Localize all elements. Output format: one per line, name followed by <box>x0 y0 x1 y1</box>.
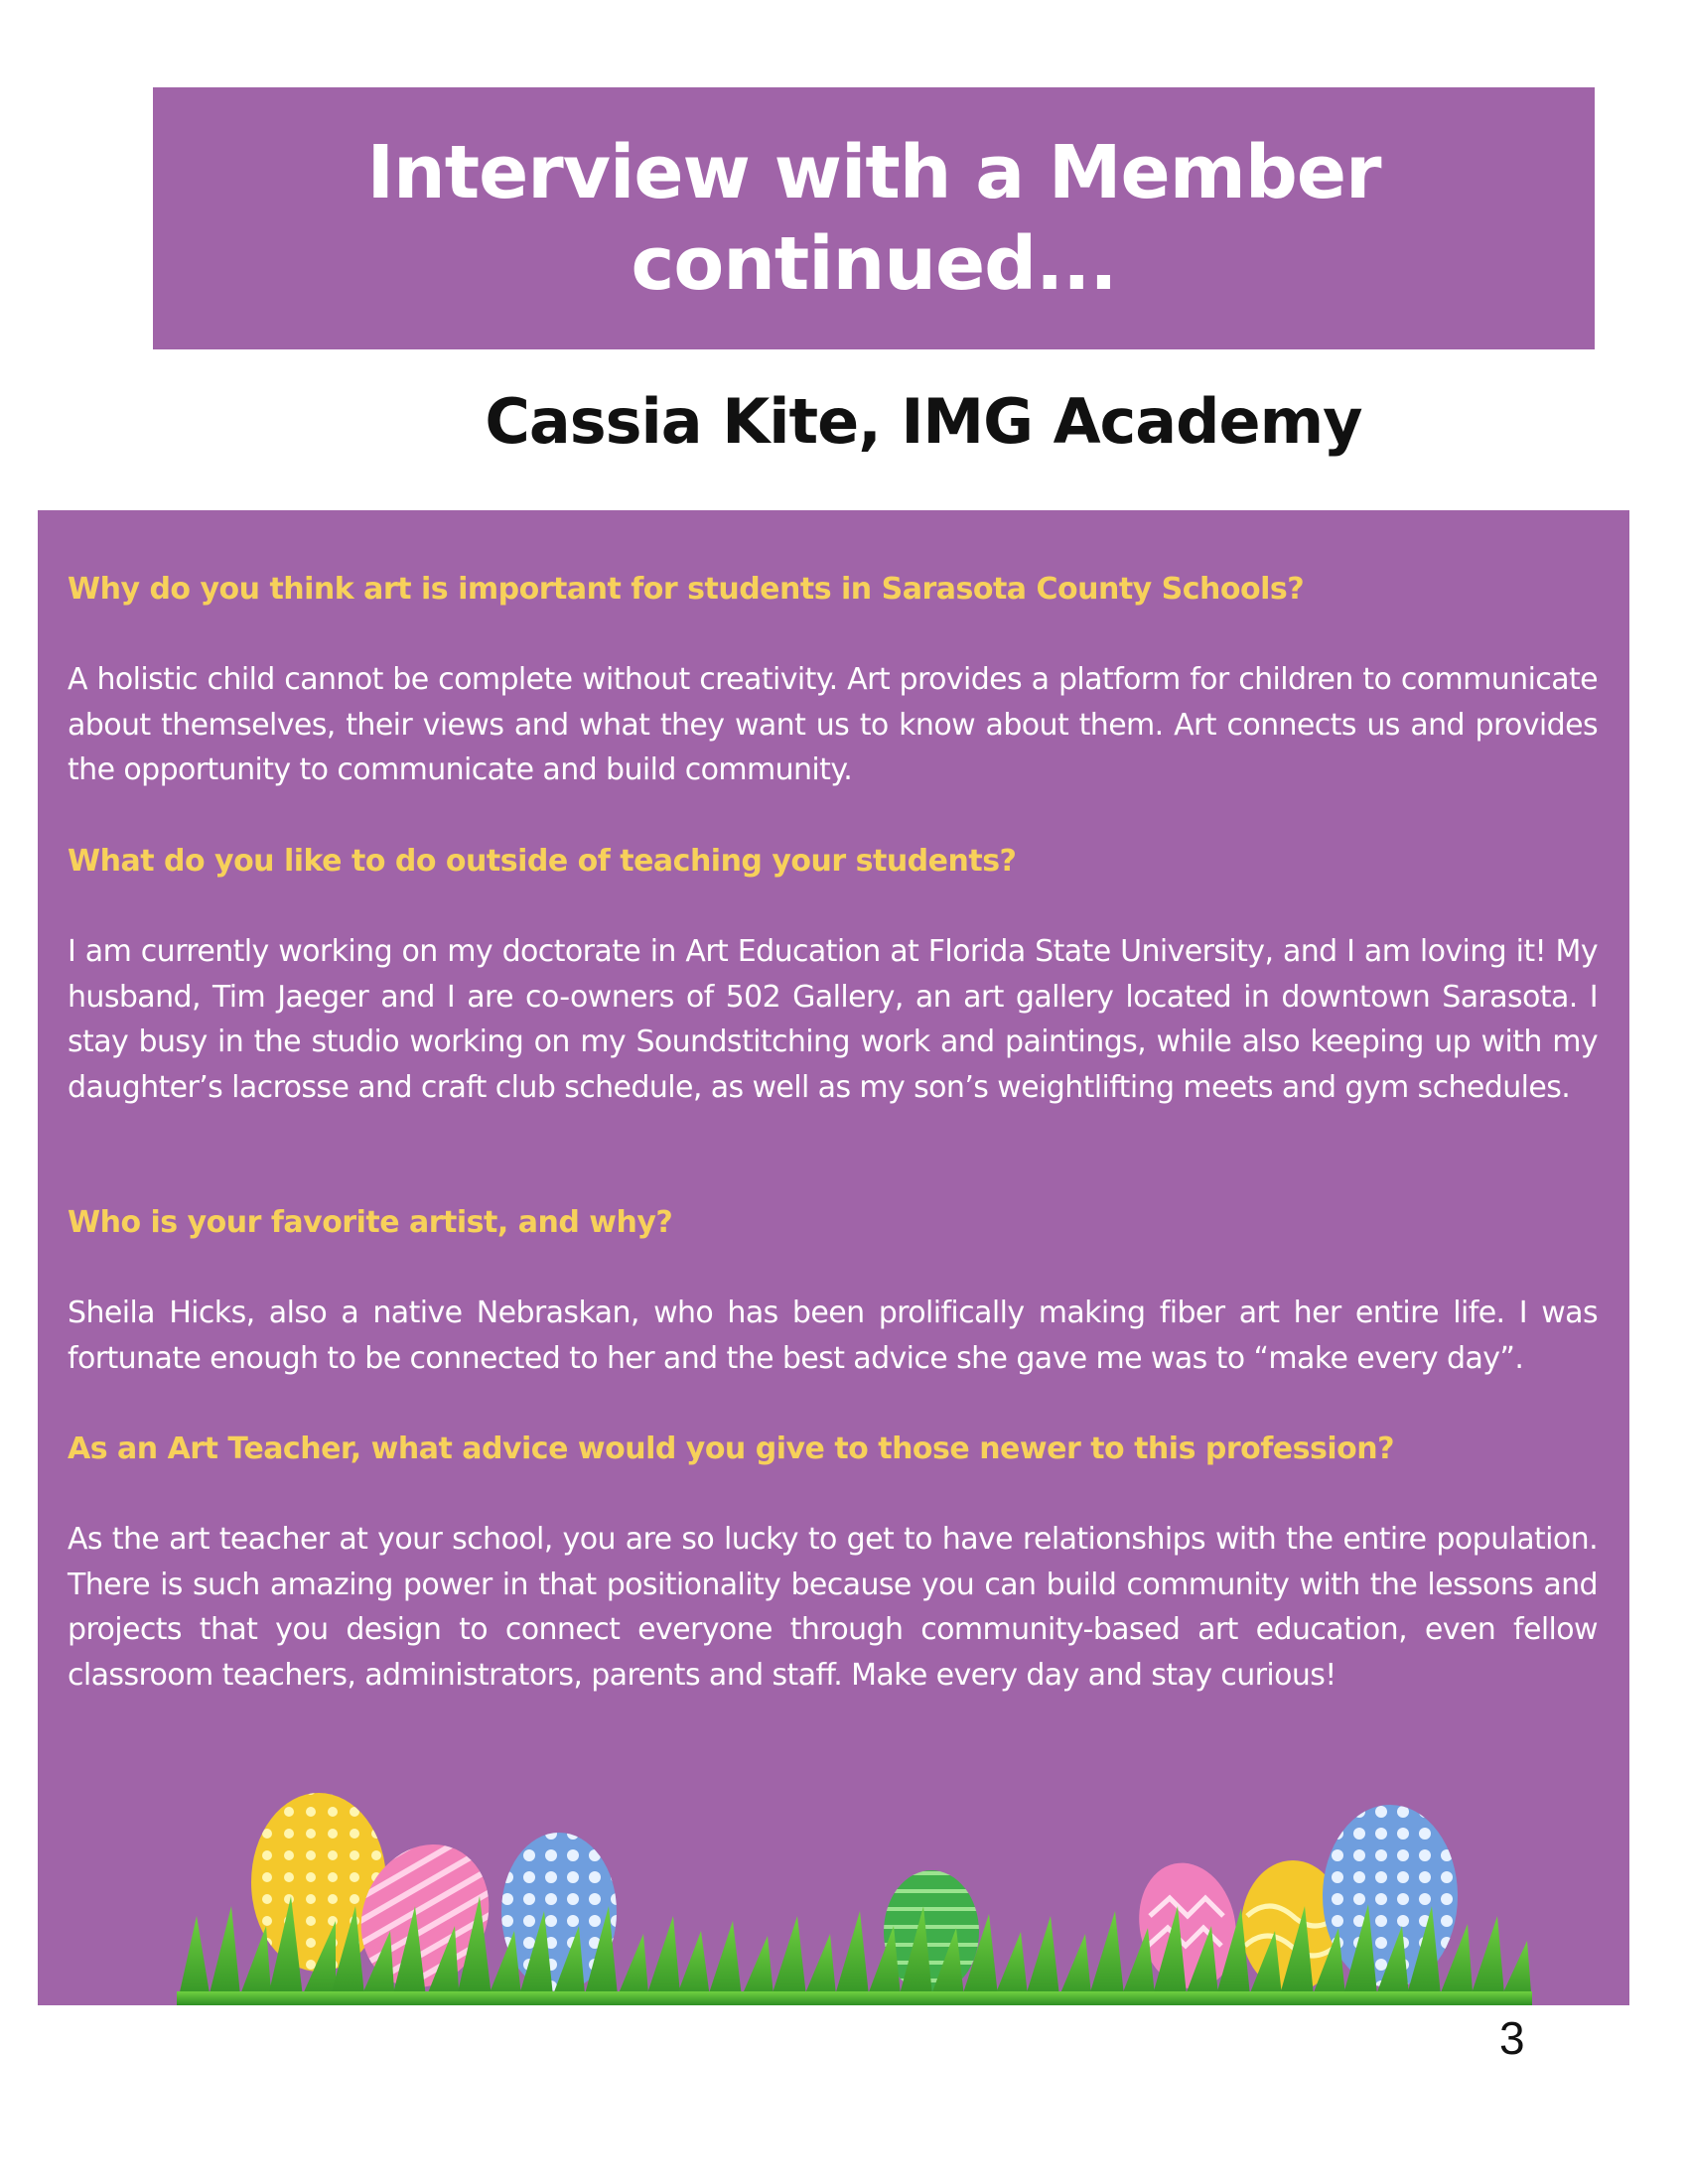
qa-block-1 <box>68 568 1598 793</box>
easter-eggs-grass-decoration <box>38 1757 1629 2005</box>
page-title-line-2: continued... <box>631 221 1117 307</box>
page-title-line-1: Interview with a Member <box>366 130 1381 215</box>
answer-2: I am currently working on my doctorate in Art Education at Florida State University, and I am loving it! My husband, Tim Jaeger and I are co-owners of 502 Gallery, an art gallery located in downtown Sarasota. I stay busy in the studio working on my Soundstitching work and paintings, while also keeping up with my daughter’s lacrosse and craft club schedule, as well as my son’s weightlifting meets and gym schedules. <box>68 934 1598 1105</box>
answer-3: Sheila Hicks, also a native Nebraskan, who has been prolifically making fiber art her entire life. I was fortunate enough to be connected to her and the best advice she gave me was to “make every day”. <box>68 1296 1598 1376</box>
interview-panel <box>38 510 1629 2005</box>
qa-block-2 <box>68 840 1598 1110</box>
interviewee-name: Cassia Kite, IMG Academy <box>485 385 1362 458</box>
answer-1: A holistic child cannot be complete without creativity. Art provides a platform for children to communicate about themselves, their views and what they want us to know about them. Art connects us and provides the opportunity to communicate and build community. <box>68 662 1598 787</box>
qa-block-4 <box>68 1428 1598 1698</box>
answer-4: As the art teacher at your school, you are so lucky to get to have relationships with the entire population. There is such amazing power in that positionality because you can build community with the lessons and projects that you design to connect everyone through community-based art education, even fellow classroom teachers, administrators, parents and staff. Make every day and stay curious! <box>68 1522 1598 1693</box>
question-3: Who is your favorite artist, and why? <box>68 1205 673 1240</box>
qa-block-3 <box>68 1201 1598 1381</box>
page-number: 3 <box>1499 2012 1525 2064</box>
page-title <box>366 127 1380 310</box>
question-2: What do you like to do outside of teaching your students? <box>68 844 1017 879</box>
question-4: As an Art Teacher, what advice would you give to those newer to this profession? <box>68 1432 1395 1466</box>
title-banner <box>153 87 1595 349</box>
question-1: Why do you think art is important for students in Sarasota County Schools? <box>68 572 1305 607</box>
